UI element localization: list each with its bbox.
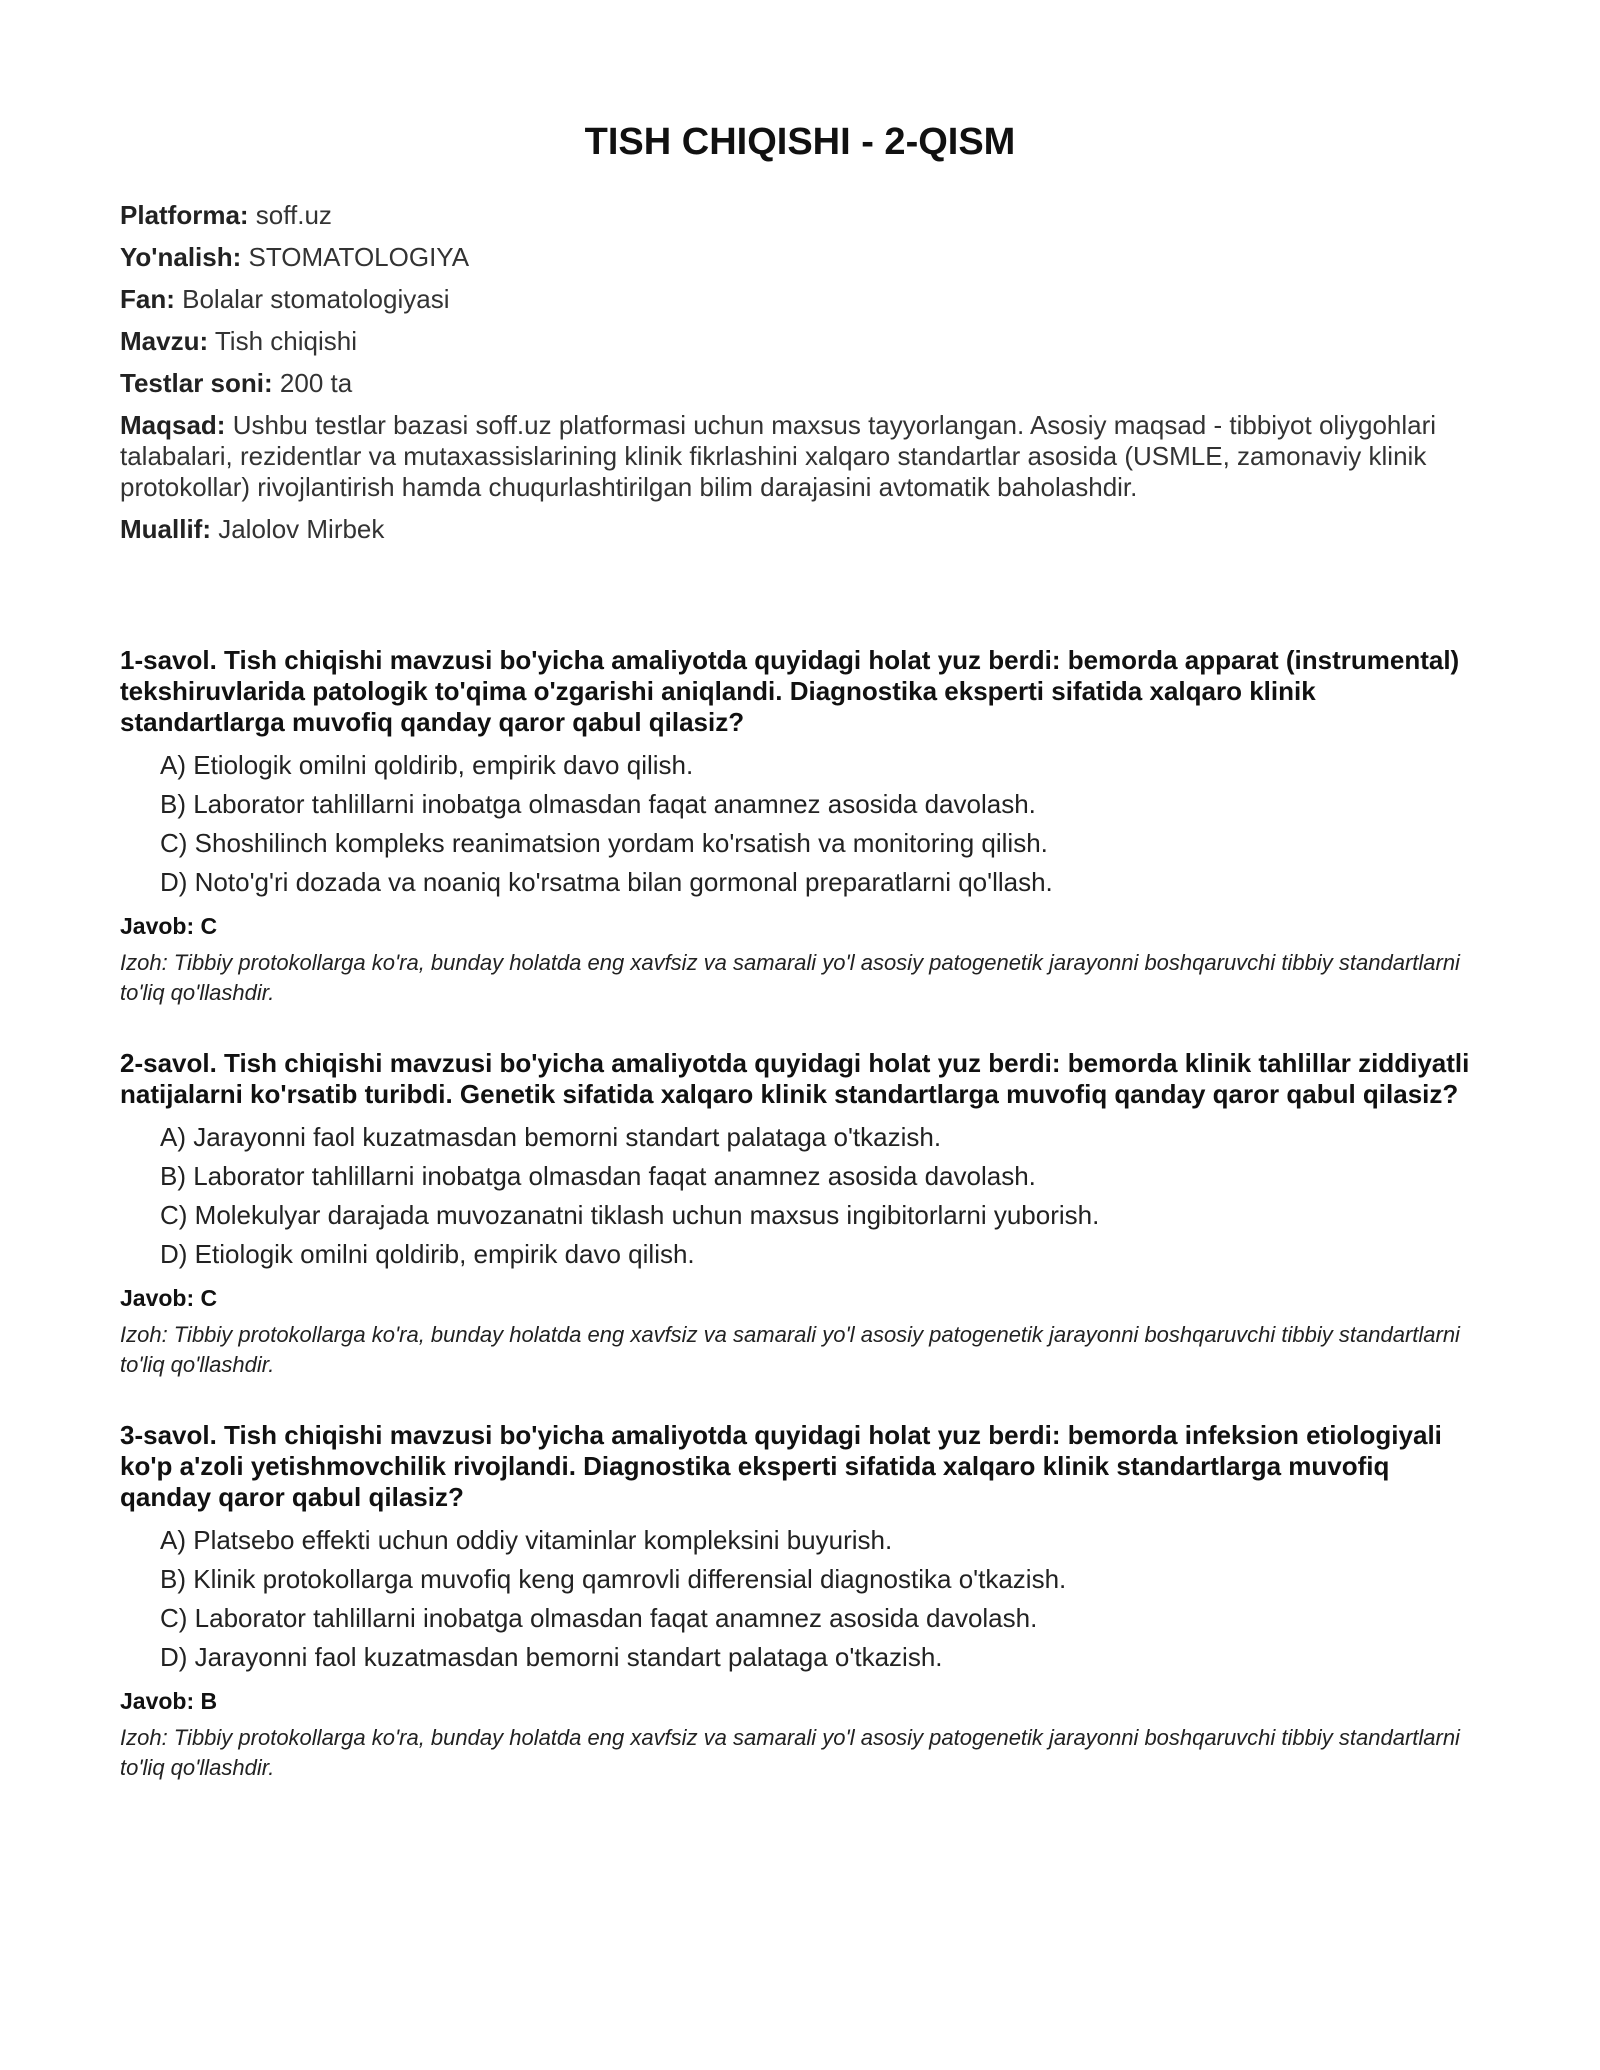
meta-label: Testlar soni: — [120, 367, 273, 398]
meta-value: Bolalar stomatologiyasi — [174, 283, 450, 314]
meta-value: Tish chiqishi — [208, 325, 357, 356]
option-d: D) Jarayonni faol kuzatmasdan bemorni standart palataga o'tkazish. — [160, 1641, 943, 1672]
meta-value: Ushbu testlar bazasi soff.uz platformasi uchun maxsus tayyorlangan. Asosiy maqsad - tibbiyot oliygohlari talabalari, rezidentlar va mutaxassislarining klinik fikrlashini xalqaro standartlar asosida (USMLE, zamonaviy klinik protokollar) rivojlantirish hamda chuqurlashtirilgan bilim darajasini avtomatik baholashdir. — [120, 409, 1437, 502]
meta-value: 200 ta — [272, 367, 353, 398]
meta-value: soff.uz — [248, 199, 332, 230]
question-text: 2-savol. Tish chiqishi mavzusi bo'yicha amaliyotda quyidagi holat yuz berdi: bemorda klinik tahlillar ziddiyatli natijalarni ko'rsatib turibdi. Genetik sifatida xalqaro klinik standartlarga muvofiq qanday qaror qabul qilasiz? — [120, 1047, 1470, 1109]
option-b: B) Klinik protokollarga muvofiq keng qamrovli differensial diagnostika o'tkazish. — [160, 1563, 1067, 1594]
meta-testlar-soni — [120, 368, 1480, 399]
meta-platforma — [120, 200, 1480, 231]
option-d: D) Noto'g'ri dozada va noaniq ko'rsatma bilan gormonal preparatlarni qo'llash. — [160, 866, 1053, 897]
question-3 — [120, 1420, 1480, 1783]
explanation-text: Izoh: Tibbiy protokollarga ko'ra, bunday holatda eng xavfsiz va samarali yo'l asosiy patogenetik jarayonni boshqaruvchi tibbiy standartlarni to'liq qo'llashdir. — [120, 1724, 1460, 1780]
meta-label: Muallif: — [120, 513, 211, 544]
document-title: TISH CHIQISHI - 2-QISM — [584, 121, 1016, 163]
question-text: 1-savol. Tish chiqishi mavzusi bo'yicha amaliyotda quyidagi holat yuz berdi: bemorda apparat (instrumental) tekshiruvlarida patologik to'qima o'zgarishi aniqlandi. Diagnostika eksperti sifatida xalqaro klinik standartlarga muvofiq qanday qaror qabul qilasiz? — [120, 644, 1460, 737]
options-list — [120, 750, 1480, 898]
meta-label: Maqsad: — [120, 409, 226, 440]
metadata-block — [120, 200, 1480, 545]
meta-label: Mavzu: — [120, 325, 209, 356]
option-c: C) Laborator tahlillarni inobatga olmasdan faqat anamnez asosida davolash. — [160, 1602, 1038, 1633]
meta-value: STOMATOLOGIYA — [241, 241, 470, 272]
meta-label: Fan: — [120, 283, 175, 314]
meta-value: Jalolov Mirbek — [211, 513, 385, 544]
option-a: A) Platsebo effekti uchun oddiy vitaminlar kompleksini buyurish. — [160, 1524, 893, 1555]
option-b: B) Laborator tahlillarni inobatga olmasdan faqat anamnez asosida davolash. — [160, 1160, 1036, 1191]
meta-label: Yo'nalish: — [120, 241, 242, 272]
answer-label: Javob: C — [120, 1284, 218, 1311]
explanation-text: Izoh: Tibbiy protokollarga ko'ra, bunday holatda eng xavfsiz va samarali yo'l asosiy patogenetik jarayonni boshqaruvchi tibbiy standartlarni to'liq qo'llashdir. — [120, 949, 1460, 1005]
option-c: C) Molekulyar darajada muvozanatni tiklash uchun maxsus ingibitorlarni yuborish. — [160, 1199, 1100, 1230]
meta-label: Platforma: — [120, 199, 249, 230]
meta-fan — [120, 284, 1480, 315]
option-a: A) Etiologik omilni qoldirib, empirik davo qilish. — [160, 749, 694, 780]
options-list — [120, 1122, 1480, 1270]
meta-yonalish — [120, 242, 1480, 273]
meta-mavzu — [120, 326, 1480, 357]
option-d: D) Etiologik omilni qoldirib, empirik davo qilish. — [160, 1238, 695, 1269]
option-c: C) Shoshilinch kompleks reanimatsion yordam ko'rsatish va monitoring qilish. — [160, 827, 1048, 858]
meta-muallif — [120, 514, 1480, 545]
question-1 — [120, 645, 1480, 1008]
answer-label: Javob: B — [120, 1687, 218, 1714]
option-b: B) Laborator tahlillarni inobatga olmasdan faqat anamnez asosida davolash. — [160, 788, 1036, 819]
explanation-text: Izoh: Tibbiy protokollarga ko'ra, bunday holatda eng xavfsiz va samarali yo'l asosiy patogenetik jarayonni boshqaruvchi tibbiy standartlarni to'liq qo'llashdir. — [120, 1321, 1460, 1377]
meta-maqsad — [120, 410, 1480, 503]
question-text: 3-savol. Tish chiqishi mavzusi bo'yicha amaliyotda quyidagi holat yuz berdi: bemorda infeksion etiologiyali ko'p a'zoli yetishmovchilik rivojlandi. Diagnostika eksperti sifatida xalqaro klinik standartlarga muvofiq qanday qaror qabul qilasiz? — [120, 1419, 1442, 1512]
answer-label: Javob: C — [120, 912, 218, 939]
option-a: A) Jarayonni faol kuzatmasdan bemorni standart palataga o'tkazish. — [160, 1121, 942, 1152]
question-2 — [120, 1048, 1480, 1380]
options-list — [120, 1525, 1480, 1673]
